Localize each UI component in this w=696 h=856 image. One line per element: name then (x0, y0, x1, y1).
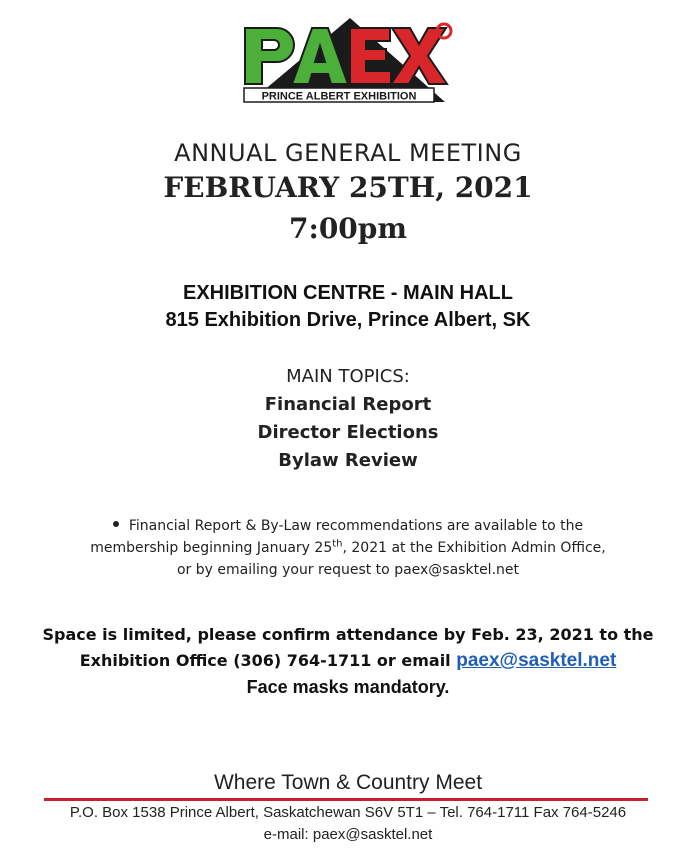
logo-caption: PRINCE ALBERT EXHIBITION (261, 90, 417, 103)
topic-item: Financial Report (264, 394, 432, 415)
venue-name: EXHIBITION CENTRE - MAIN HALL (183, 282, 513, 304)
meeting-date: FEBRUARY 25TH, 2021 (163, 171, 533, 204)
notice-line-text: membership beginning January 25 (90, 540, 333, 556)
ordinal-suffix: th (332, 538, 343, 550)
rsvp-line: Space is limited, please confirm attendance by Feb. 23, 2021 to the (42, 625, 654, 644)
footer-divider (44, 798, 648, 801)
footer-email: e-mail: paex@sasktel.net (263, 826, 433, 843)
masks-notice: Face masks mandatory. (246, 677, 450, 697)
paex-logo (240, 18, 455, 108)
topic-item: Bylaw Review (278, 450, 418, 471)
footer-address: P.O. Box 1538 Prince Albert, Saskatchewan S6V 5T1 – Tel. 764-1711 Fax 764-5246 (69, 804, 627, 821)
notice-line-text: or by emailing your request to paex@sasktel.net (176, 562, 519, 578)
rsvp-line-text: Exhibition Office (306) 764-1711 or email (79, 651, 457, 670)
venue-address: 815 Exhibition Drive, Prince Albert, SK (165, 309, 531, 331)
topics-heading: MAIN TOPICS: (286, 366, 410, 387)
rsvp-block (0, 622, 696, 700)
topic-item: Director Elections (257, 422, 439, 443)
footer-tagline: Where Town & Country Meet (213, 771, 483, 794)
notice-line-text: , 2021 at the Exhibition Admin Office, (342, 540, 606, 556)
rsvp-line (0, 648, 696, 674)
logo-letter-e (350, 28, 391, 84)
bullet-icon (113, 521, 119, 527)
rsvp-email-link[interactable]: paex@sasktel.net (456, 650, 617, 671)
notice-block (0, 515, 696, 581)
meeting-time: 7:00pm (289, 212, 407, 245)
meeting-title: ANNUAL GENERAL MEETING (174, 139, 522, 167)
notice-line (0, 559, 696, 581)
notice-line (0, 537, 696, 559)
notice-line-text: Financial Report & By-Law recommendations are available to the (128, 518, 584, 534)
notice-line (0, 515, 696, 537)
